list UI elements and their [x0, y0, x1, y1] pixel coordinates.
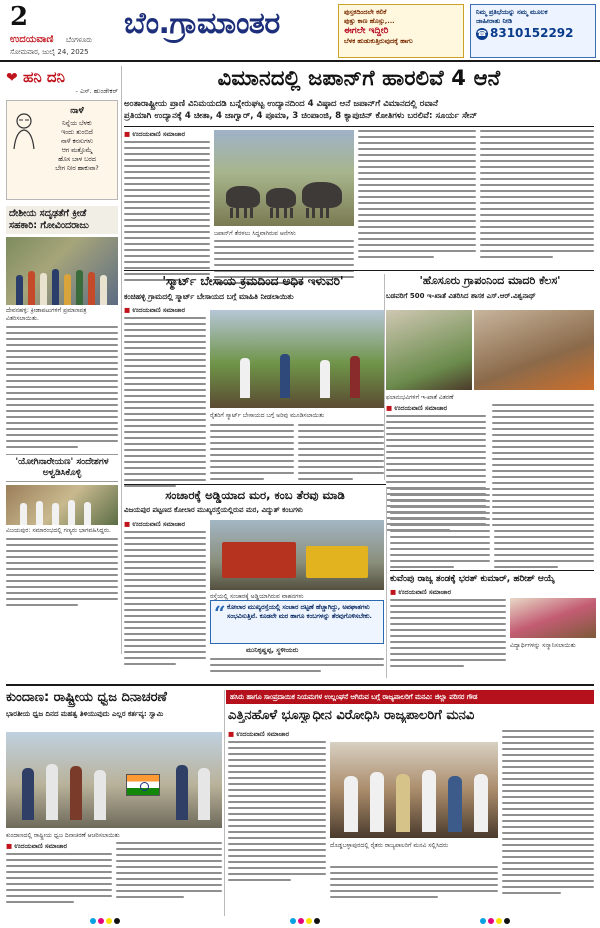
quote-credit: ಮುನಿಕೃಷ್ಣಪ್ಪ, ಸ್ಥಳೀಯರು: [246, 646, 299, 654]
photo-caption: ಫಲಾನುಭವಿಗಳಿಗೆ ಇ-ಖಾತೆ ವಿತರಣೆ: [386, 394, 454, 401]
left-story-headline-2[interactable]: 'ಯೋಗಿನಾರೇಯಣ' ಸಂದೇಶಗಳ ಅಳ್ವಡಿಸಿಕೊಳ್ಳಿ: [6, 454, 118, 482]
trees-body: [124, 520, 206, 669]
lead-body-col-3: [358, 130, 476, 262]
elephant-photo: [214, 130, 354, 226]
advertisement-2[interactable]: [470, 4, 596, 58]
star-icon: ■: [124, 520, 133, 528]
lead-headline[interactable]: ವಿಮಾನದಲ್ಲಿ ಜಪಾನ್‌ಗೆ ಹಾರಲಿವೆ 4 ಆನೆ: [217, 66, 501, 90]
byline-text: ಉದಯವಾಣಿ ಸಮಾಚಾರ: [132, 306, 186, 314]
photo-caption: ದೇವನಹಳ್ಳಿ: ಕ್ರೀಡಾಪಟುಗಳಿಗೆ ಪ್ರಮಾಣಪತ್ರ ವಿತರಿಸಲಾಯಿತು.: [6, 307, 87, 322]
article-body: [6, 538, 118, 606]
truck-shape: [306, 546, 368, 578]
print-registration-marks: [290, 918, 320, 924]
flag-day-headline[interactable]: ಕುಂದಾಣ: ರಾಷ್ಟ್ರೀಯ ಧ್ವಜ ದಿನಾಚರಣೆ: [6, 690, 167, 705]
trees-headline[interactable]: ಸಂಚಾರಕ್ಕೆ ಅಡ್ಡಿಯಾದ ಮರ, ಕಂಬ ತೆರವು ಮಾಡಿ: [165, 488, 345, 502]
masthead: [0, 0, 600, 62]
ad-line: ಪುತ್ತು ಕಾಣ ಹೊಸ್ಸು,...: [344, 17, 395, 25]
article-body: [6, 326, 118, 448]
byline-text: ಉದಯವಾಣಿ ಸಮಾಚಾರ: [236, 730, 290, 738]
panchayat-headline[interactable]: 'ಹೊಸೂರು ಗ್ರಾಪಂನಿಂದ ಮಾದರಿ ಕೆಲಸ': [419, 274, 561, 287]
advertisement-1[interactable]: [338, 4, 464, 58]
column-name: ಹನಿ ದನಿ: [22, 68, 65, 86]
lead-kicker: [124, 98, 594, 122]
ad-line: ಜಾಹೀರಾತು ನೀಡಿ: [476, 17, 513, 25]
trees-body-2: [210, 658, 384, 676]
lead-kicker-line: ಅಂತಾರಾಷ್ಟ್ರೀಯ ಪ್ರಾಣಿ ವಿನಿಮಯದಡಿ ಬನ್ನೇರುಘಟ್ಟ ಉದ್ಯಾನದಿಂದ 4 ವಿಷ್ಠಾದ ಆನೆ ಜಪಾನ್‌ಗೆ ವಿಮಾನದಲ್ಲಿ ರವಾನೆ: [124, 99, 438, 109]
traffic-photo: [210, 520, 384, 590]
photo-caption: ರೈತರಿಗೆ ಸ್ಮಾರ್ಟ್ ಬೇಸಾಯದ ಬಗ್ಗೆ ಅರಿವು ಮೂಡಿಸಲಾಯಿತು: [210, 412, 325, 419]
flag-day-kicker: ಭಾರತೀಯ ಧ್ವಜ ದಿನದ ಮಹತ್ವ ತಿಳಿಯುವುದು ಎಲ್ಲರ ಕರ್ತವ್ಯ: ಸ್ವಾಮಿ: [6, 710, 164, 718]
award-headline[interactable]: ಕುವೆಂಪು ರಾಜ್ಯ ತಂಡಕ್ಕೆ ಭರತ್ ಕುಮಾರ್, ಹರೀಶ್ ಆಯ್ಕೆ: [390, 574, 555, 584]
award-body: [390, 588, 506, 671]
lead-body-col-4: [480, 130, 594, 262]
byline: [6, 842, 112, 851]
panchayat-body-3: [390, 488, 490, 572]
flag-day-body: [6, 842, 112, 907]
column-author: - ಎಸ್. ಹುಂಡೇಕರ್: [75, 87, 118, 95]
ad-phone-number: 8310152292: [490, 26, 574, 40]
smart-farming-headline[interactable]: 'ಸ್ಮಾರ್ಟ್ ಬೇಸಾಯ ಕ್ರಮದಿಂದ ಅಧಿಕ ಇಳುವರಿ': [162, 274, 344, 288]
star-icon: ■: [6, 842, 15, 850]
quote-icon: “: [214, 601, 226, 625]
byline-text: ಉದಯವಾಣಿ ಸಮಾಚಾರ: [132, 130, 186, 138]
land-body: [228, 730, 326, 885]
sports-photo: [6, 237, 118, 305]
byline-text: ಉದಯವಾಣಿ ಸಮಾಚಾರ: [394, 404, 448, 412]
lead-body-col-1: [124, 130, 210, 285]
column-divider: [121, 66, 122, 654]
paper-name: ಉದಯವಾಣಿ: [10, 34, 54, 45]
print-registration-marks: [480, 918, 510, 924]
quote-text: ಕೋಲಾರ ಮುಖ್ಯರಸ್ತೆಯಲ್ಲಿ ಸಂಚಾರ ದಟ್ಟಣೆ ಹೆಚ್ಚಾಗಿದ್ದು, ಅಪಘಾತಗಳು ಸಂಭವಿಸುತ್ತಿವೆ. ಕೂಡಲೇ ಮರ ಹಾಗೂ ಕಂಬಗಳನ್ನು ತೆರವುಗೊಳಿಸಬೇಕು.: [227, 604, 372, 620]
photo-caption: ವಿಜಯಪುರ: ಸಮಾರಂಭದಲ್ಲಿ ಗಣ್ಯರು ಭಾಗವಹಿಸಿದ್ದರು.: [6, 527, 111, 535]
photo-caption: ವಿದ್ಯಾರ್ಥಿಗಳನ್ನು ಸನ್ಮಾನಿಸಲಾಯಿತು: [510, 642, 576, 649]
phone-icon: ☎: [477, 28, 487, 38]
smart-farming-body-3: [298, 424, 384, 484]
poem-line: ಬೇಗ ನೀರ ಹಾಕುವಾ?: [55, 165, 99, 172]
smart-farming-body: [124, 306, 206, 491]
poem-line: ಹೊಸ ಬಾಳ ಬರದ: [58, 156, 96, 163]
byline: [228, 730, 326, 739]
ad-phone[interactable]: [476, 26, 590, 40]
star-icon: ■: [386, 404, 395, 412]
poem-line: ಇಂದು ತುಂಬಿದೆ: [61, 129, 93, 136]
print-registration-marks: [90, 918, 120, 924]
issue-date: ಸೋಮವಾರ, ಜುಲೈ 24, 2025: [10, 48, 89, 56]
byline-text: ಉದಯವಾಣಿ ಸಮಾಚಾರ: [132, 520, 186, 528]
land-body-2: [330, 866, 498, 902]
land-headline[interactable]: ಎತ್ತಿನಹೊಳೆ ಭೂಸ್ವಾಧೀನ ವಿರೋಧಿಸಿ ರಾಜ್ಯಪಾಲರಿಗೆ ಮನವಿ: [228, 708, 475, 723]
land-banner: ಹಸಿರು ಹಾಗೂ ಸಾಂಪ್ರದಾಯಿಕ ನಿಯಮಗಳ ಉಲ್ಲಂಘನೆ ಆಗಿರುವ ಬಗ್ಗೆ ರಾಜ್ಯಪಾಲರಿಗೆ ಮನವಿ: ಜಿಲ್ಲಾ ಪರಿಸರ ಗೌಡ: [226, 690, 594, 704]
column-divider: [224, 690, 225, 916]
star-icon: ■: [124, 130, 133, 138]
ad-footer: ಬೆಳಕ ಹುಡುಕುತ್ತಿರುವುದಕ್ಕೆ ಹಾಗು: [344, 37, 413, 45]
bottom-band-rule: [6, 684, 594, 686]
poem-title: ನಾಳೆ: [70, 106, 84, 116]
ad-line: ನಿಮ್ಮ ಪ್ರತಿಭೆಯನ್ನು ನಮ್ಮ ಮೂಲಕ: [476, 8, 548, 16]
byline: [124, 306, 206, 315]
byline: [386, 404, 486, 413]
heart-icon: ❤: [6, 70, 18, 86]
poem-line: ನಾಳೆ ಕನಸುಗಳು: [61, 138, 93, 145]
poet-sketch-icon: [10, 111, 38, 151]
left-column: [6, 66, 118, 654]
section-rule: [124, 484, 386, 485]
byline: [124, 520, 206, 529]
panchayat-photo-1: [386, 310, 472, 390]
left-story-headline[interactable]: ದೇಶೀಯ ಸದೃಢತೆಗೆ ಕ್ರೀಡೆ ಸಹಕಾರಿ: ಗೋವಿಂದರಾಜು: [6, 206, 118, 234]
ad-line: ಪುಸ್ತಕದಿಂದಲೇ ಕಲಿಕೆ: [344, 8, 387, 16]
smart-farming-kicker: ಕಂಚಿಹಳ್ಳಿ ಗ್ರಾಮದಲ್ಲಿ ಸ್ಮಾರ್ಟ್ ಬೇಸಾಯದ ಬಗ್ಗೆ ಮಾಹಿತಿ ನೀಡಲಾಯಿತು: [124, 292, 294, 301]
lead-rule: [124, 126, 594, 127]
smart-farming-body-2: [210, 424, 294, 484]
event-photo: [6, 485, 118, 525]
page-number: 2: [10, 2, 29, 32]
flag-day-body-2: [116, 842, 222, 902]
land-body-3: [502, 730, 594, 898]
byline-text: ಉದಯವಾಣಿ ಸಮಾಚಾರ: [398, 588, 452, 596]
lead-byline: [124, 130, 210, 139]
byline: [390, 588, 506, 597]
award-photo: [510, 598, 596, 638]
panchayat-photo-2: [474, 310, 594, 390]
poem-line: ಆಗ ಮತ್ತೊಮ್ಮೆ: [61, 147, 93, 154]
photo-caption: ದೊಡ್ಡಬಳ್ಳಾಪುರದಲ್ಲಿ ರೈತರು ರಾಜ್ಯಪಾಲರಿಗೆ ಮನವಿ ಸಲ್ಲಿಸಿದರು: [330, 842, 449, 849]
ad-highlight: ಈಗಲೇ ಇದ್ದೀರಿ: [344, 26, 389, 36]
column-divider: [386, 488, 387, 678]
edition-city: ಬೆಂಗಳೂರು: [66, 36, 93, 44]
star-icon: ■: [390, 588, 399, 596]
star-icon: ■: [228, 730, 237, 738]
panchayat-kicker: ಬಡವರಿಗೆ 500 ಇ-ಖಾತೆ ವಿತರಿಸಿದ ಶಾಸಕ ಎಸ್.ಆರ್.ವಿಶ್ವನಾಥ್: [386, 292, 536, 300]
column-header: [6, 68, 118, 86]
trees-kicker: ವಿಜಯಪುರ ಪಟ್ಟಣದ ಕೋಲಾರ ಮುಖ್ಯರಸ್ತೆಯಲ್ಲಿರುವ ಮರ, ವಿದ್ಯುತ್ ಕಂಬಗಳು: [124, 506, 303, 514]
section-rule: [124, 270, 594, 271]
panchayat-body-4: [494, 488, 594, 572]
column-divider: [384, 274, 385, 480]
poem-line: ನಿನ್ನೆಯ ಬೆಳಕು: [62, 120, 92, 127]
byline-text: ಉದಯವಾಣಿ ಸಮಾಚಾರ: [14, 842, 68, 850]
flag-day-photo: [6, 732, 222, 828]
section-title: ಬೆಂ.ಗ್ರಾಮಾಂತರ: [124, 6, 280, 41]
farm-photo: [210, 310, 384, 408]
land-photo: [330, 742, 498, 838]
star-icon: ■: [124, 306, 133, 314]
section-rule: [390, 570, 594, 571]
lead-kicker-line: ಪ್ರತಿಯಾಗಿ ಉದ್ಯಾನಕ್ಕೆ 4 ಚೀತಾ, 4 ಜಾಗ್ವಾರ್, 4 ಪೂಮಾ, 3 ಚಿಂಪಾಂಜಿ, 8 ಕ್ಯಾಪುಚಿನ್ ಕೋತಿಗಳು ಬರಲಿವೆ: ಸೂರ್ಯ ಸೇನ್: [124, 111, 478, 121]
poem-box: [6, 100, 118, 200]
indian-flag-icon: [126, 774, 160, 796]
photo-caption: ರಸ್ತೆಯಲ್ಲಿ ಸಂಚಾರಕ್ಕೆ ಅಡ್ಡಿಯಾಗಿರುವ ವಾಹನಗಳು: [210, 593, 304, 600]
quote-box: [210, 600, 384, 644]
photo-caption: ಜಪಾನ್‌ಗೆ ತೆರಳಲು ಸಿದ್ಧವಾಗಿರುವ ಆನೆಗಳು: [214, 230, 296, 237]
truck-shape: [222, 542, 296, 578]
photo-caption: ಕುಂದಾಣದಲ್ಲಿ ರಾಷ್ಟ್ರೀಯ ಧ್ವಜ ದಿನಾಚರಣೆ ಆಚರಿಸಲಾಯಿತು: [6, 832, 120, 839]
